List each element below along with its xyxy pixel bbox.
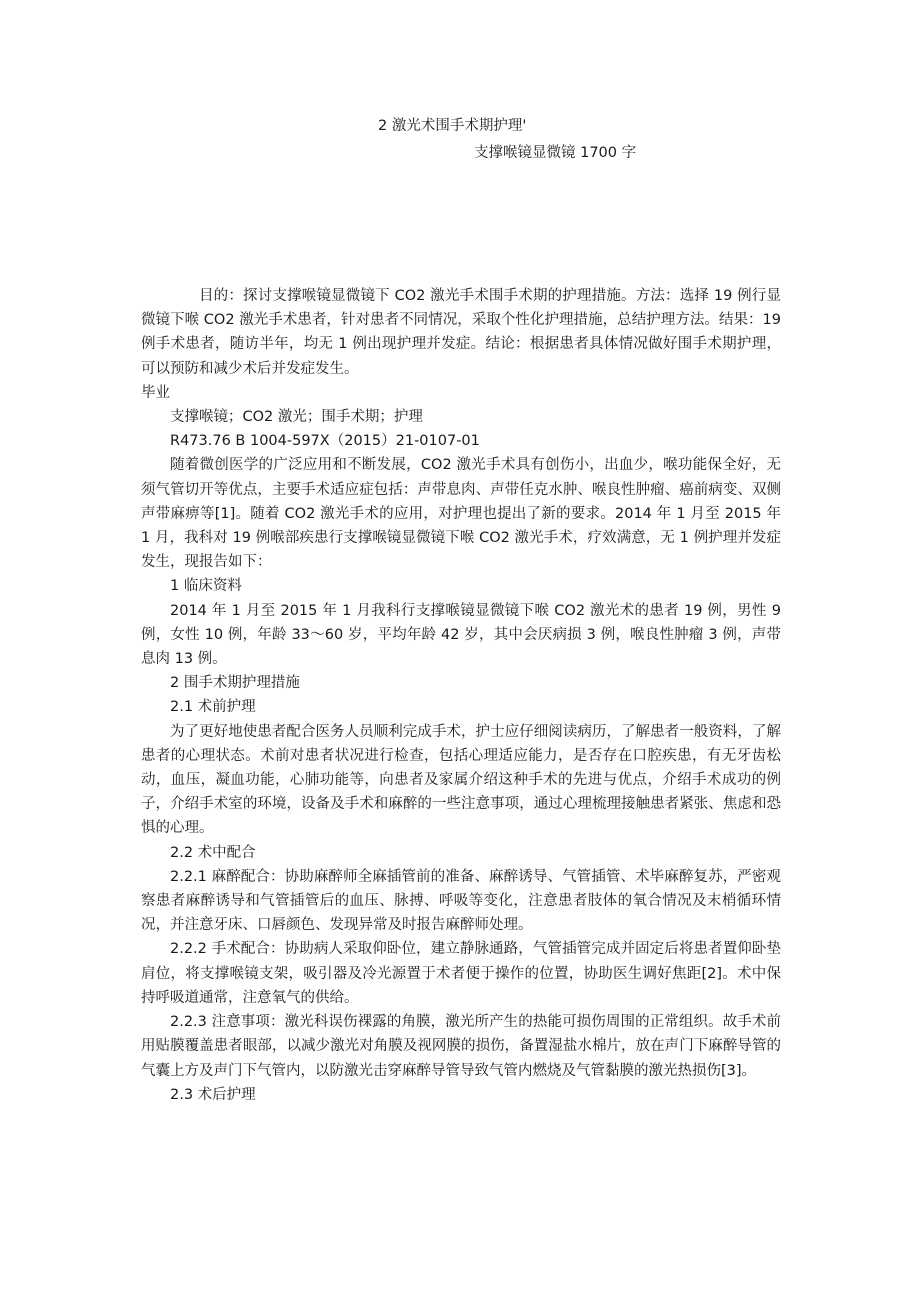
anesthesia-paragraph: 2.2.1 麻醉配合：协助麻醉师全麻插管前的准备、麻醉诱导、气管插管、术毕麻醉复苏，严密观察患者麻醉诱导和气管插管后的血压、脉搏、呼吸等变化，注意患者肢体的氧合情况及末梢循环情况，并注意牙床、口唇颜色、发现异常及时报告麻醉师处理。 xyxy=(141,868,781,934)
section-heading: 2 围手术期护理措施 xyxy=(170,675,300,692)
classification-line: R473.76 B 1004-597X（2015）21-0107-01 xyxy=(170,433,480,450)
surgery-paragraph: 2.2.2 手术配合：协助病人采取仰卧位，建立静脉通路，气管插管完成并固定后将患者置仰卧垫肩位，将支撑喉镜支架，吸引器及冷光源置于术者便于操作的位置，协助医生调好焦距[2]。术中保持呼吸道通常，注意氧气的供给。 xyxy=(141,941,781,1006)
section-heading: 1 临床资料 xyxy=(170,578,242,595)
subsection-heading: 2.2 术中配合 xyxy=(170,844,256,861)
subsection-heading: 2.1 术前护理 xyxy=(170,699,256,716)
document-subtitle: 支撑喉镜显微镜 1700 字 xyxy=(474,145,637,161)
preop-paragraph: 为了更好地使患者配合医务人员顺利完成手术，护士应仔细阅读病历，了解患者一般资料，了解患者的心理状态。术前对患者状况进行检查，包括心理适应能力，是否存在口腔疾患，有无牙齿松动，血压，凝血功能，心肺功能等，向患者及家属介绍这种手术的先进与优点，介绍手术成功的例子，介绍手术室的环境，设备及手术和麻醉的一些注意事项，通过心理梳理接触患者紧张、焦虑和恐惧的心理。 xyxy=(141,723,781,837)
document-body xyxy=(141,284,781,1107)
keywords-line: 支撑喉镜；CO2 激光；围手术期；护理 xyxy=(170,409,423,426)
label-line: 毕业 xyxy=(141,384,170,401)
subsection-heading: 2.3 术后护理 xyxy=(170,1086,256,1103)
abstract-paragraph: 目的：探讨支撑喉镜显微镜下 CO2 激光手术围手术期的护理措施。方法：选择 19 例行显微镜下喉 CO2 激光手术患者，针对患者不同情况，采取个性化护理措施，总结护理方法。结果：19 例手术患者，随访半年，均无 1 例出现护理并发症。结论：根据患者具体情况做好围手术期护理，可以预防和减少术后并发症发生。 xyxy=(141,288,781,377)
intro-paragraph: 随着微创医学的广泛应用和不断发展，CO2 激光手术具有创伤小，出血少，喉功能保全好，无须气管切开等优点，主要手术适应症包括：声带息肉、声带任克水肿、喉良性肿瘤、癌前病变、双侧声带麻痹等[1]。随着 CO2 激光手术的应用，对护理也提出了新的要求。2014 年 1 月至 2015 年 1 月，我科对 19 例喉部疾患行支撑喉镜显微镜下喉 CO2 激光手术，疗效满意，无 1 例护理并发症发生，现报告如下： xyxy=(141,457,781,571)
precautions-paragraph: 2.2.3 注意事项：激光科误伤裸露的角膜，激光所产生的热能可损伤周围的正常组织。故手术前用贴膜覆盖患者眼部，以减少激光对角膜及视网膜的损伤，备置湿盐水棉片，放在声门下麻醉导管的气囊上方及声门下气管内，以防激光击穿麻醉导管导致气管内燃烧及气管黏膜的激光热损伤[3]。 xyxy=(141,1014,781,1079)
clinical-data-paragraph: 2014 年 1 月至 2015 年 1 月我科行支撑喉镜显微镜下喉 CO2 激光术的患者 19 例，男性 9 例，女性 10 例，年龄 33～60 岁，平均年龄 42 岁，其中会厌病损 3 例，喉良性肿瘤 3 例，声带息肉 13 例。 xyxy=(141,602,781,668)
document-title: 2 激光术围手术期护理' xyxy=(378,118,527,134)
